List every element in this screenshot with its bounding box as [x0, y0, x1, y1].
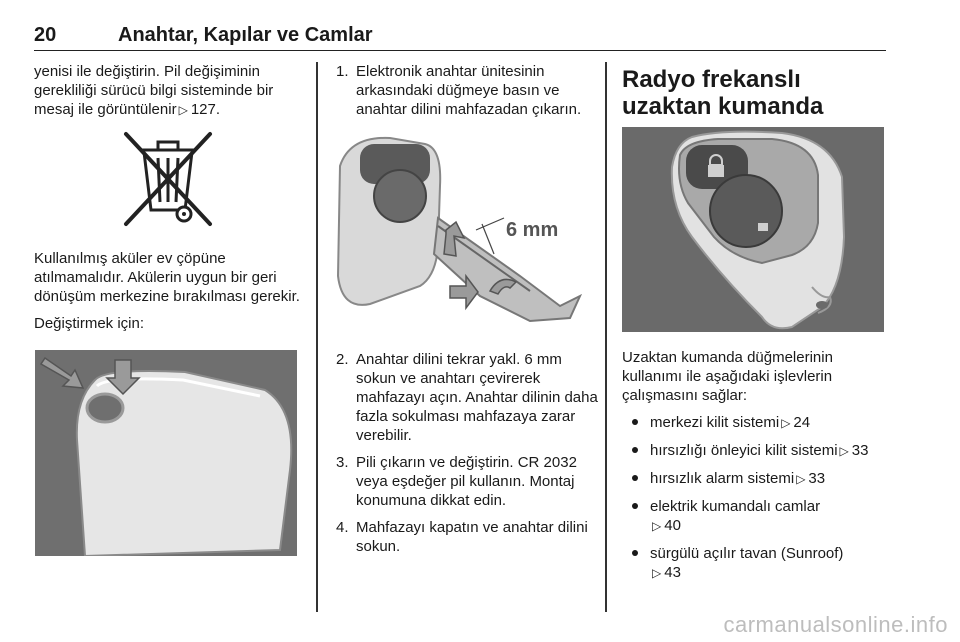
- arrow-right-icon: ▷: [178, 103, 188, 117]
- step-number: 2.: [336, 351, 349, 368]
- subsection-title: Radyo frekanslı uzaktan kumanda: [622, 66, 824, 120]
- step-number: 3.: [336, 454, 349, 471]
- step-text: Pili çıkarın ve değiştirin. CR 2032 veya eşdeğer pil kullanın. Montaj konumuna dikkat edin.: [356, 454, 577, 509]
- page-ref[interactable]: 40: [664, 517, 681, 534]
- step-number: 1.: [336, 63, 349, 80]
- arrow-right-icon: ▷: [652, 519, 662, 533]
- section-title: Anahtar, Kapılar ve Camlar: [118, 24, 373, 46]
- step-item: [336, 350, 598, 445]
- item-text: elektrik kumandalı camlar: [650, 498, 821, 515]
- list-item: [622, 413, 888, 433]
- bullet-icon: [632, 503, 638, 509]
- step-number: 4.: [336, 519, 349, 536]
- page-header: [34, 20, 886, 51]
- change-intro: Değiştirmek için:: [34, 315, 145, 332]
- steps-list-part1: [336, 62, 594, 119]
- arrow-right-icon: ▷: [796, 472, 806, 486]
- crossed-bin-icon: [118, 128, 218, 230]
- item-text: merkezi kilit sistemi: [650, 414, 780, 431]
- bullet-icon: [632, 447, 638, 453]
- bullet-icon: [632, 550, 638, 556]
- bullet-icon: [632, 475, 638, 481]
- step-item: [336, 62, 594, 119]
- step-item: [336, 518, 598, 556]
- list-item: [622, 469, 888, 489]
- disposal-paragraph: Kullanılmış aküler ev çöpüne atılmamalıdır. Akülerin uygun bir geri dönüşüm merkezine bırakılması gerekir.: [34, 250, 300, 305]
- step-text: Elektronik anahtar ünitesinin arkasındaki düğmeye basın ve anahtar dilini mahfazadan çıkarın.: [356, 63, 582, 118]
- remote-control-illustration: [622, 127, 884, 332]
- page-ref[interactable]: 33: [808, 470, 826, 487]
- arrow-right-icon: ▷: [839, 444, 849, 458]
- page-ref[interactable]: 33: [851, 442, 869, 459]
- step-text: Mahfazayı kapatın ve anahtar dilini sokun.: [356, 519, 588, 555]
- column-2: [336, 62, 594, 119]
- item-text: hırsızlık alarm sistemi: [650, 470, 795, 487]
- key-fob-back-illustration: [35, 350, 297, 556]
- item-text: sürgülü açılır tavan (Sunroof): [650, 545, 844, 562]
- steps-list-part2: [336, 350, 598, 556]
- page-ref[interactable]: 24: [793, 414, 811, 431]
- remote-intro: Uzaktan kumanda düğmelerinin kullanımı ile aşağıdaki işlevlerin çalışmasını sağlar:: [622, 349, 833, 404]
- page-ref[interactable]: 43: [664, 564, 681, 581]
- page-number: 20: [34, 24, 57, 46]
- column-2-lower: [336, 350, 598, 556]
- column-1: [34, 62, 302, 120]
- function-list: [622, 413, 888, 583]
- intro-text: yenisi ile değiştirin. Pil değişiminin gerekliliği sürücü bilgi sisteminde bir mesaj ile görüntülenir: [34, 63, 274, 118]
- bullet-icon: [632, 419, 638, 425]
- watermark: carmanualsonline.info: [723, 612, 948, 637]
- list-item: [622, 544, 888, 583]
- step-item: [336, 453, 598, 510]
- step-text: Anahtar dilini tekrar yakl. 6 mm sokun ve anahtarı çevirerek mahfazayı açın. Anahtar dilinin daha fazla sokulması mahfazaya zarar verebilir.: [356, 351, 598, 444]
- dimension-label: 6 mm: [506, 219, 559, 241]
- column-divider-1: [316, 62, 318, 612]
- arrow-right-icon: ▷: [652, 566, 662, 580]
- column-3: [622, 66, 888, 120]
- intro-paragraph: [34, 62, 302, 120]
- item-text: hırsızlığı önleyici kilit sistemi: [650, 442, 838, 459]
- intro-page-ref[interactable]: 127.: [190, 101, 221, 118]
- column-divider-2: [605, 62, 607, 612]
- key-blade-removal-illustration: [330, 126, 592, 336]
- column-3-lower: [622, 348, 888, 591]
- list-item: [622, 441, 888, 461]
- column-1-lower: [34, 249, 302, 333]
- list-item: [622, 497, 888, 536]
- arrow-right-icon: ▷: [781, 416, 791, 430]
